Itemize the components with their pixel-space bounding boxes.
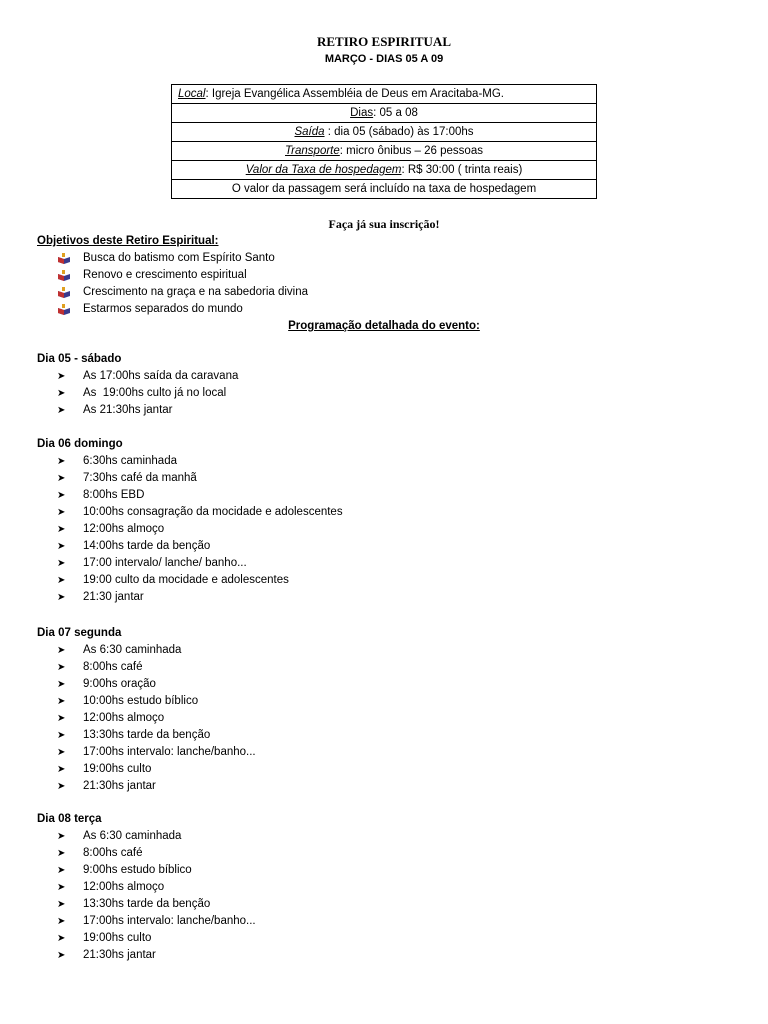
dias-value: : 05 a 08 [373,107,418,119]
info-cell-passagem: O valor da passagem será incluído na taxa de hospedagem [172,180,597,199]
arrow-bullet-icon: ➤ [57,388,66,399]
schedule-item [37,538,343,555]
dias-label: Dias [350,107,374,119]
info-cell-local [172,85,597,104]
arrow-bullet-icon: ➤ [57,865,66,876]
day-heading: Dia 06 domingo [37,438,123,450]
schedule-item-text: 10:00hs estudo bíblico [83,695,199,707]
schedule-item-text: 14:00hs tarde da benção [83,540,211,552]
arrow-bullet-icon: ➤ [57,456,66,467]
schedule-item-text: 19:00 culto da mocidade e adolescentes [83,574,289,586]
info-row-taxa [172,161,597,180]
schedule-item [37,521,343,538]
schedule-item [37,572,343,589]
book-bullet-icon [58,270,70,281]
arrow-bullet-icon: ➤ [57,899,66,910]
schedule-item [37,913,256,930]
schedule-item-text: 9:00hs estudo bíblico [83,864,192,876]
objectives-section [37,233,308,318]
schedule-item-text: 12:00hs almoço [83,881,165,893]
book-bullet-icon [58,253,70,264]
schedule-item [37,947,256,964]
day-heading: Dia 07 segunda [37,627,122,639]
day-section-2 [37,436,343,606]
schedule-item-text: 13:30hs tarde da benção [83,898,211,910]
arrow-bullet-icon: ➤ [57,882,66,893]
schedule-item [37,845,256,862]
schedule-item [37,710,256,727]
info-table [171,84,597,199]
document-subtitle: MARÇO - DIAS 05 A 09 [324,53,444,65]
arrow-bullet-icon: ➤ [57,950,66,961]
objectives-list [37,250,308,318]
arrow-bullet-icon: ➤ [57,405,66,416]
schedule-item [37,930,256,947]
schedule-item-text: 17:00hs intervalo: lanche/banho... [83,746,256,758]
schedule-item-text: 6:30hs caminhada [83,455,177,467]
info-row-passagem [172,180,597,199]
book-bullet-icon [58,304,70,315]
transporte-label: Transporte [285,145,340,157]
schedule-item-text: 12:00hs almoço [83,712,165,724]
schedule-item-text: As 17:00hs saída da caravana [83,370,239,382]
schedule-item [37,642,256,659]
schedule-item-text: 19:00hs culto [83,932,152,944]
local-label: Local [178,88,206,100]
saida-label: Saída [294,126,325,138]
arrow-bullet-icon: ➤ [57,747,66,758]
info-cell-taxa [172,161,597,180]
schedule-item-text: 8:00hs café [83,847,143,859]
arrow-bullet-icon: ➤ [57,371,66,382]
objective-item-text: Estarmos separados do mundo [83,303,243,315]
schedule-item [37,555,343,572]
arrow-bullet-icon: ➤ [57,933,66,944]
schedule-item-text: 12:00hs almoço [83,523,165,535]
day-section-3 [37,625,256,795]
schedule-item-text: 7:30hs café da manhã [83,472,197,484]
info-row-transporte [172,142,597,161]
schedule-item-text: As 6:30 caminhada [83,830,182,842]
schedule-item [37,862,256,879]
info-row-saida [172,123,597,142]
arrow-bullet-icon: ➤ [57,645,66,656]
arrow-bullet-icon: ➤ [57,592,66,603]
taxa-value: : R$ 30:00 ( trinta reais) [401,164,523,176]
schedule-item-text: As 6:30 caminhada [83,644,182,656]
day-heading: Dia 08 terça [37,813,102,825]
schedule-item [37,693,256,710]
schedule-item-text: As 19:00hs culto já no local [83,387,227,399]
arrow-bullet-icon: ➤ [57,679,66,690]
schedule-item-text: 21:30hs jantar [83,949,156,961]
schedule-item-text: 17:00hs intervalo: lanche/banho... [83,915,256,927]
arrow-bullet-icon: ➤ [57,473,66,484]
info-cell-transporte [172,142,597,161]
schedule-item [37,761,256,778]
schedule-item [37,778,256,795]
schedule-item-text: 21:30hs jantar [83,780,156,792]
day-section-4 [37,811,256,964]
schedule-item [37,727,256,744]
schedule-item [37,487,343,504]
arrow-bullet-icon: ➤ [57,764,66,775]
arrow-bullet-icon: ➤ [57,662,66,673]
schedule-item [37,744,256,761]
arrow-bullet-icon: ➤ [57,730,66,741]
schedule-item [37,368,238,385]
local-value: : Igreja Evangélica Assembléia de Deus em Aracitaba-MG. [205,88,505,100]
day-section-1 [37,351,238,419]
schedule-item-text: 13:30hs tarde da benção [83,729,211,741]
schedule-item [37,589,343,606]
schedule-item [37,828,256,845]
objective-item [37,301,308,318]
schedule-item-text: 8:00hs EBD [83,489,145,501]
program-heading: Programação detalhada do evento: [288,320,480,332]
objective-item-text: Busca do batismo com Espírito Santo [83,252,275,264]
schedule-item-text: 9:00hs oração [83,678,156,690]
saida-value: : dia 05 (sábado) às 17:00hs [324,126,474,138]
arrow-bullet-icon: ➤ [57,558,66,569]
schedule-item-text: 10:00hs consagração da mocidade e adolescentes [83,506,343,518]
info-cell-dias [172,104,597,123]
arrow-bullet-icon: ➤ [57,490,66,501]
schedule-item [37,659,256,676]
schedule-item-text: As 21:30hs jantar [83,404,173,416]
schedule-item-text: 17:00 intervalo/ lanche/ banho... [83,557,247,569]
registration-call-to-action: Faça já sua inscrição! [328,217,440,231]
arrow-bullet-icon: ➤ [57,713,66,724]
taxa-label: Valor da Taxa de hospedagem [245,164,402,176]
schedule-item [37,470,343,487]
info-cell-saida [172,123,597,142]
objective-item [37,284,308,301]
schedule-item [37,879,256,896]
objective-item-text: Renovo e crescimento espiritual [83,269,247,281]
info-row-local [172,85,597,104]
objective-item [37,267,308,284]
schedule-item [37,402,238,419]
book-bullet-icon [58,287,70,298]
schedule-item [37,453,343,470]
objective-item-text: Crescimento na graça e na sabedoria divina [83,286,309,298]
day-heading: Dia 05 - sábado [37,353,122,365]
transporte-value: : micro ônibus – 26 pessoas [339,145,483,157]
schedule-item [37,896,256,913]
arrow-bullet-icon: ➤ [57,696,66,707]
arrow-bullet-icon: ➤ [57,781,66,792]
arrow-bullet-icon: ➤ [57,848,66,859]
schedule-item [37,676,256,693]
schedule-item-text: 19:00hs culto [83,763,152,775]
schedule-item-text: 8:00hs café [83,661,143,673]
arrow-bullet-icon: ➤ [57,524,66,535]
arrow-bullet-icon: ➤ [57,831,66,842]
schedule-item-text: 21:30 jantar [83,591,144,603]
schedule-item [37,385,238,402]
info-row-dias [172,104,597,123]
schedule-item [37,504,343,521]
arrow-bullet-icon: ➤ [57,916,66,927]
objective-item [37,250,308,267]
objectives-heading: Objetivos deste Retiro Espiritual: [37,235,219,247]
document-title: RETIRO ESPIRITUAL [316,34,451,49]
arrow-bullet-icon: ➤ [57,507,66,518]
arrow-bullet-icon: ➤ [57,575,66,586]
arrow-bullet-icon: ➤ [57,541,66,552]
